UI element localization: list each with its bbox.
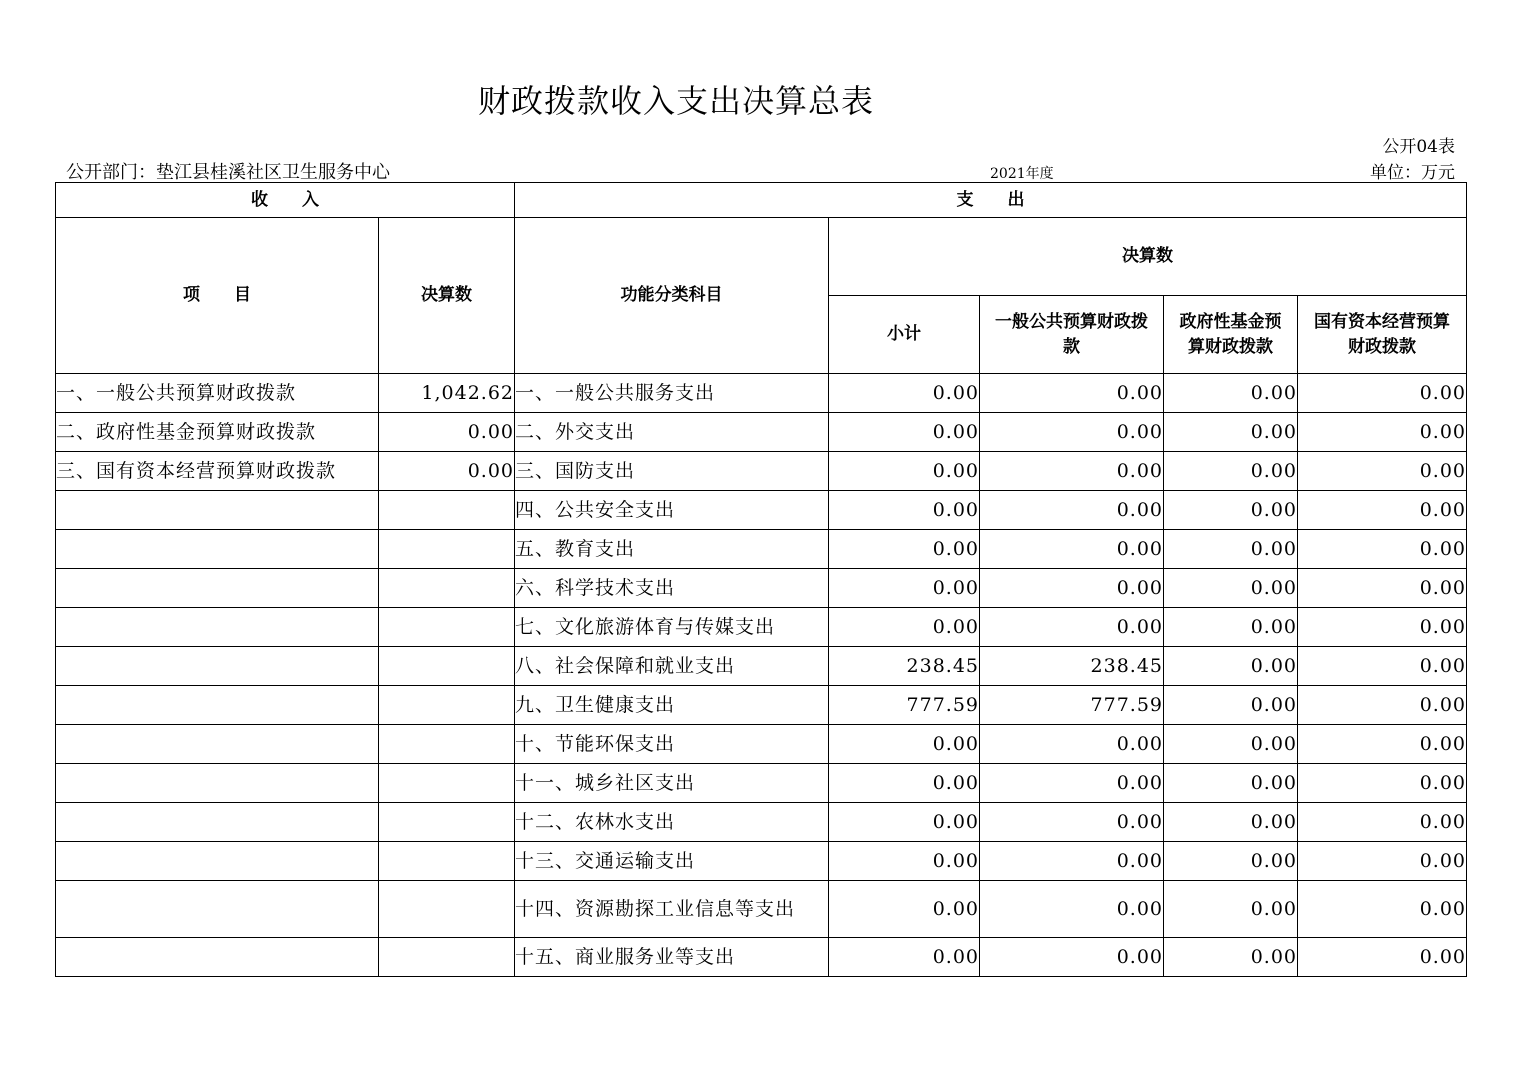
category-cell: 八、社会保障和就业支出 [515, 647, 829, 686]
general-budget-cell: 0.00 [980, 413, 1164, 452]
income-amount-cell [379, 803, 515, 842]
general-budget-cell: 0.00 [980, 764, 1164, 803]
state-capital-cell: 0.00 [1298, 647, 1467, 686]
gov-fund-cell: 0.00 [1164, 764, 1298, 803]
state-capital-cell: 0.00 [1298, 413, 1467, 452]
expense-header: 支 出 [515, 183, 1467, 218]
income-amount-cell [379, 686, 515, 725]
general-budget-cell: 0.00 [980, 374, 1164, 413]
category-cell: 九、卫生健康支出 [515, 686, 829, 725]
state-capital-cell: 0.00 [1298, 803, 1467, 842]
subtotal-cell: 0.00 [829, 413, 980, 452]
category-cell: 四、公共安全支出 [515, 491, 829, 530]
general-budget-cell: 0.00 [980, 452, 1164, 491]
state-capital-cell: 0.00 [1298, 530, 1467, 569]
income-item-cell [56, 881, 379, 938]
income-amount-cell [379, 725, 515, 764]
general-budget-cell: 0.00 [980, 938, 1164, 977]
state-capital-cell: 0.00 [1298, 374, 1467, 413]
gov-fund-cell: 0.00 [1164, 530, 1298, 569]
budget-table [55, 182, 1467, 977]
subtotal-cell: 0.00 [829, 530, 980, 569]
gov-fund-cell: 0.00 [1164, 647, 1298, 686]
gov-fund-cell: 0.00 [1164, 491, 1298, 530]
gov-fund-cell: 0.00 [1164, 842, 1298, 881]
general-budget-cell: 0.00 [980, 530, 1164, 569]
function-category-header: 功能分类科目 [515, 218, 829, 374]
general-budget-cell: 0.00 [980, 725, 1164, 764]
state-capital-cell: 0.00 [1298, 686, 1467, 725]
gov-fund-cell: 0.00 [1164, 413, 1298, 452]
gov-fund-cell: 0.00 [1164, 374, 1298, 413]
subtotal-cell: 0.00 [829, 881, 980, 938]
category-cell: 二、外交支出 [515, 413, 829, 452]
gov-fund-cell: 0.00 [1164, 569, 1298, 608]
income-amount-cell [379, 938, 515, 977]
table-row [56, 569, 1467, 608]
table-row [56, 608, 1467, 647]
income-item-cell: 二、政府性基金预算财政拨款 [56, 413, 379, 452]
table-body [56, 374, 1467, 977]
final-amount-header: 决算数 [829, 218, 1467, 296]
category-cell: 十一、城乡社区支出 [515, 764, 829, 803]
income-item-cell [56, 647, 379, 686]
gov-fund-cell: 0.00 [1164, 686, 1298, 725]
category-cell: 七、文化旅游体育与传媒支出 [515, 608, 829, 647]
income-amount-cell [379, 491, 515, 530]
gov-fund-header: 政府性基金预算财政拨款 [1164, 296, 1298, 374]
category-cell: 六、科学技术支出 [515, 569, 829, 608]
income-item-cell [56, 938, 379, 977]
unit-label: 单位：万元 [1370, 163, 1455, 183]
category-cell: 十五、商业服务业等支出 [515, 938, 829, 977]
gov-fund-cell: 0.00 [1164, 725, 1298, 764]
table-row [56, 842, 1467, 881]
state-capital-cell: 0.00 [1298, 569, 1467, 608]
income-amount-cell [379, 530, 515, 569]
income-item-cell [56, 803, 379, 842]
subtotal-cell: 238.45 [829, 647, 980, 686]
income-amount-header: 决算数 [379, 218, 515, 374]
state-capital-cell: 0.00 [1298, 452, 1467, 491]
category-cell: 十二、农林水支出 [515, 803, 829, 842]
state-capital-cell: 0.00 [1298, 764, 1467, 803]
income-item-cell: 三、国有资本经营预算财政拨款 [56, 452, 379, 491]
state-capital-cell: 0.00 [1298, 491, 1467, 530]
gov-fund-cell: 0.00 [1164, 938, 1298, 977]
category-cell: 一、一般公共服务支出 [515, 374, 829, 413]
item-header: 项 目 [56, 218, 379, 374]
general-budget-cell: 0.00 [980, 842, 1164, 881]
income-amount-cell [379, 764, 515, 803]
general-budget-cell: 0.00 [980, 881, 1164, 938]
subtotal-cell: 0.00 [829, 491, 980, 530]
general-budget-header: 一般公共预算财政拨款 [980, 296, 1164, 374]
gov-fund-cell: 0.00 [1164, 452, 1298, 491]
income-item-cell [56, 725, 379, 764]
table-row [56, 374, 1467, 413]
income-header: 收 入 [56, 183, 515, 218]
income-item-cell [56, 764, 379, 803]
subtotal-cell: 0.00 [829, 374, 980, 413]
state-capital-cell: 0.00 [1298, 842, 1467, 881]
income-amount-cell: 0.00 [379, 452, 515, 491]
state-capital-cell: 0.00 [1298, 881, 1467, 938]
fiscal-year: 2021年度 [990, 166, 1054, 182]
table-row [56, 686, 1467, 725]
general-budget-cell: 777.59 [980, 686, 1164, 725]
gov-fund-cell: 0.00 [1164, 803, 1298, 842]
form-number: 公开04表 [1382, 137, 1455, 157]
general-budget-cell: 0.00 [980, 608, 1164, 647]
subtotal-cell: 0.00 [829, 938, 980, 977]
category-cell: 五、教育支出 [515, 530, 829, 569]
subtotal-cell: 0.00 [829, 803, 980, 842]
category-cell: 十四、资源勘探工业信息等支出 [515, 881, 829, 938]
income-item-cell [56, 530, 379, 569]
state-capital-cell: 0.00 [1298, 608, 1467, 647]
table-row [56, 647, 1467, 686]
income-item-cell [56, 491, 379, 530]
subtotal-cell: 0.00 [829, 608, 980, 647]
table-row [56, 938, 1467, 977]
subtotal-cell: 0.00 [829, 452, 980, 491]
income-amount-cell [379, 881, 515, 938]
income-item-cell [56, 842, 379, 881]
gov-fund-cell: 0.00 [1164, 881, 1298, 938]
report-title: 财政拨款收入支出决算总表 [477, 82, 874, 120]
income-amount-cell [379, 647, 515, 686]
income-item-cell: 一、一般公共预算财政拨款 [56, 374, 379, 413]
subtotal-cell: 0.00 [829, 842, 980, 881]
income-amount-cell: 1,042.62 [379, 374, 515, 413]
state-capital-cell: 0.00 [1298, 938, 1467, 977]
state-capital-cell: 0.00 [1298, 725, 1467, 764]
income-item-cell [56, 608, 379, 647]
table-row [56, 452, 1467, 491]
general-budget-cell: 0.00 [980, 491, 1164, 530]
table-row [56, 725, 1467, 764]
department-label: 公开部门：垫江县桂溪社区卫生服务中心 [66, 162, 390, 183]
general-budget-cell: 0.00 [980, 803, 1164, 842]
subtotal-cell: 0.00 [829, 725, 980, 764]
income-amount-cell [379, 842, 515, 881]
income-amount-cell: 0.00 [379, 413, 515, 452]
state-capital-header: 国有资本经营预算财政拨款 [1298, 296, 1467, 374]
general-budget-cell: 0.00 [980, 569, 1164, 608]
category-cell: 十、节能环保支出 [515, 725, 829, 764]
table-row [56, 803, 1467, 842]
category-cell: 十三、交通运输支出 [515, 842, 829, 881]
subtotal-cell: 0.00 [829, 764, 980, 803]
income-item-cell [56, 686, 379, 725]
subtotal-cell: 0.00 [829, 569, 980, 608]
subtotal-header: 小计 [829, 296, 980, 374]
gov-fund-cell: 0.00 [1164, 608, 1298, 647]
general-budget-cell: 238.45 [980, 647, 1164, 686]
table-row [56, 881, 1467, 938]
table-row [56, 491, 1467, 530]
income-amount-cell [379, 608, 515, 647]
table-row [56, 413, 1467, 452]
income-item-cell [56, 569, 379, 608]
subtotal-cell: 777.59 [829, 686, 980, 725]
table-row [56, 764, 1467, 803]
table-row [56, 530, 1467, 569]
category-cell: 三、国防支出 [515, 452, 829, 491]
income-amount-cell [379, 569, 515, 608]
